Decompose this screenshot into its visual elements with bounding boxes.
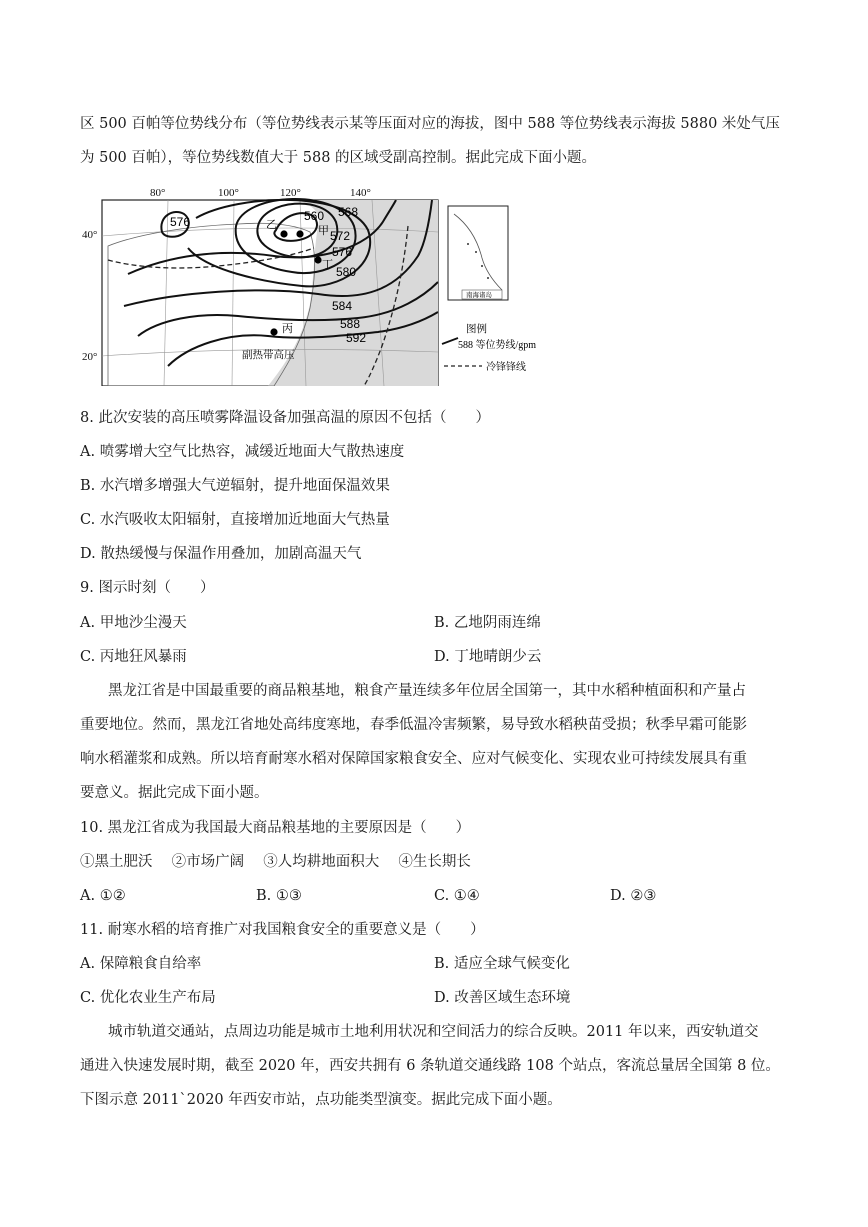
q8-option-c: C. 水汽吸收太阳辐射，直接增加近地面大气热量	[80, 512, 390, 528]
q10-items: ①黑土肥沃 ②市场广阔 ③人均耕地面积大 ④生长期长	[80, 854, 471, 870]
contour-label-580: 580	[336, 265, 357, 279]
passage2-line-4: 要意义。据此完成下面小题。	[80, 785, 269, 801]
q10-option-d: D. ②③	[610, 888, 657, 904]
contour-label-584: 584	[332, 299, 353, 313]
q11-stem: 11. 耐寒水稻的培育推广对我国粮食安全的重要意义是（ ）	[80, 922, 485, 938]
lon-label-120: 120°	[280, 187, 301, 199]
q9-option-c: C. 丙地狂风暴雨	[80, 649, 187, 665]
q8-option-d: D. 散热缓慢与保温作用叠加，加剧高温天气	[80, 546, 362, 562]
q9-stem: 9. 图示时刻（ ）	[80, 580, 215, 596]
q8-stem: 8. 此次安装的高压喷雾降温设备加强高温的原因不包括（ ）	[80, 410, 490, 426]
passage2-line-2: 重要地位。然而，黑龙江省地处高纬度寒地，春季低温冷害频繁，易导致水稻秧苗受损；秋季早霜可能影	[80, 717, 747, 733]
legend-title: 图例	[466, 324, 487, 335]
region-label-subtropical-high: 副热带高压	[242, 350, 295, 361]
q8-option-a: A. 喷雾增大空气比热容，减缓近地面大气散热速度	[80, 444, 405, 460]
contour-label-588: 588	[340, 317, 361, 331]
q10-stem: 10. 黑龙江省成为我国最大商品粮基地的主要原因是（ ）	[80, 820, 471, 836]
inset-caption: 南海诸岛	[466, 292, 492, 299]
contour-label-568: 568	[338, 205, 359, 219]
passage3-line-1: 城市轨道交通站，点周边功能是城市土地利用状况和空间活力的综合反映。2011 年以来，西安轨道交	[108, 1024, 759, 1040]
contour-label-576: 576	[332, 245, 353, 259]
contour-label-592: 592	[346, 331, 367, 345]
lat-label-20: 20°	[82, 351, 98, 363]
legend-front-label: 冷锋锋线	[486, 362, 526, 373]
passage3-line-2: 通进入快速发展时期，截至 2020 年，西安共拥有 6 条轨道交通线路 108 个站点，客流总量居全国第 8 位。	[80, 1058, 780, 1074]
q9-option-b: B. 乙地阴雨连绵	[434, 615, 541, 631]
passage3-line-3: 下图示意 2011`2020 年西安市站，点功能类型演变。据此完成下面小题。	[80, 1092, 562, 1108]
contour-label-572: 572	[330, 229, 351, 243]
place-label-ding: 丁	[322, 259, 333, 271]
place-label-bing: 丙	[282, 323, 293, 335]
q9-option-d: D. 丁地晴朗少云	[434, 649, 542, 665]
contour-label-560: 560	[304, 209, 325, 223]
q10-option-b: B. ①③	[256, 888, 302, 904]
intro-line-2: 为 500 百帕），等位势线数值大于 588 的区域受副高控制。据此完成下面小题。	[80, 150, 597, 166]
intro-line-1: 区 500 百帕等位势线分布（等位势线表示某等压面对应的海拔，图中 588 等位势线表示海拔 5880 米处气压	[80, 116, 780, 132]
contour-label-576-west: 576	[170, 215, 191, 229]
lon-label-80: 80°	[150, 187, 166, 199]
lat-label-40: 40°	[82, 229, 98, 241]
lon-label-100: 100°	[218, 187, 239, 199]
lon-label-140: 140°	[350, 187, 371, 199]
passage2-line-1: 黑龙江省是中国最重要的商品粮基地，粮食产量连续多年位居全国第一，其中水稻种植面积和产量占	[108, 683, 746, 699]
place-label-yi: 乙	[266, 219, 277, 231]
q11-option-a: A. 保障粮食自给率	[80, 956, 202, 972]
legend-contour-label: 588 等位势线/gpm	[458, 340, 537, 351]
q10-option-c: C. ①④	[434, 888, 480, 904]
q11-option-d: D. 改善区域生态环境	[434, 990, 571, 1006]
passage2-line-3: 响水稻灌浆和成熟。所以培育耐寒水稻对保障国家粮食安全、应对气候变化、实现农业可持续发展具有重	[80, 751, 747, 767]
q11-option-c: C. 优化农业生产布局	[80, 990, 216, 1006]
q9-option-a: A. 甲地沙尘漫天	[80, 615, 187, 631]
q10-option-a: A. ①②	[80, 888, 126, 904]
isoline-map-figure	[78, 186, 538, 386]
place-label-jia: 甲	[318, 225, 329, 237]
q8-option-b: B. 水汽增多增强大气逆辐射，提升地面保温效果	[80, 478, 390, 494]
q11-option-b: B. 适应全球气候变化	[434, 956, 570, 972]
